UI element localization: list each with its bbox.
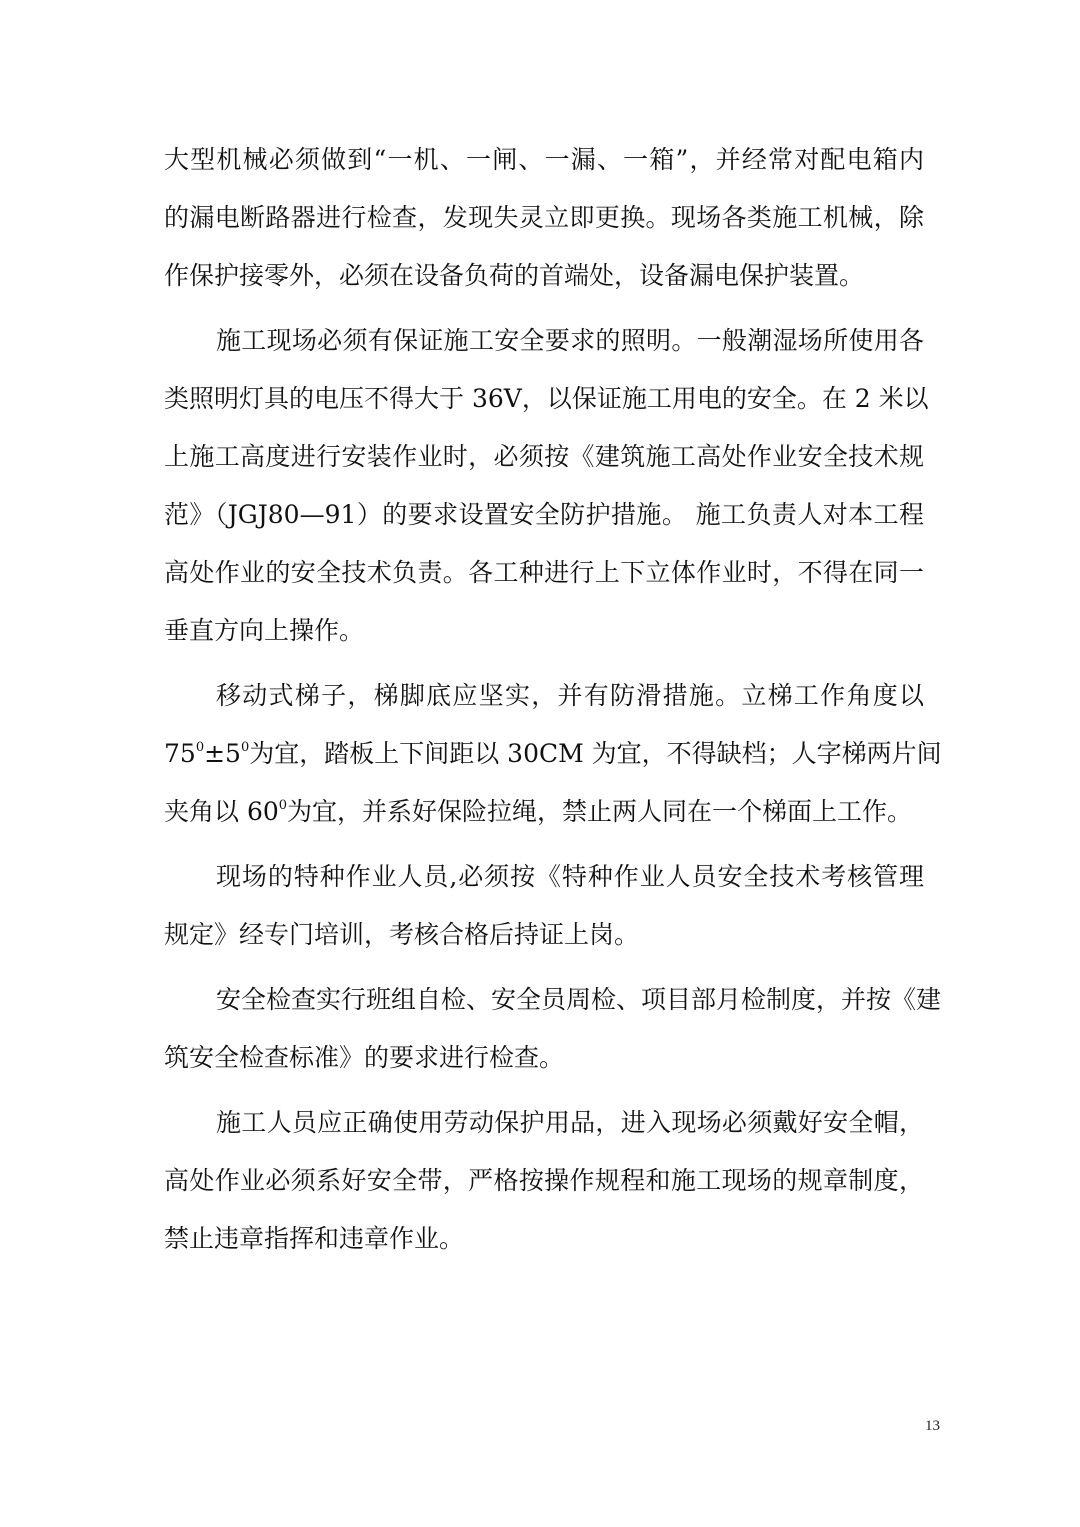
degree-superscript: 0 — [278, 797, 288, 813]
line-text: 夹角以 60 — [164, 797, 279, 826]
paragraph-2-line-6: 垂直方向上操作。 — [164, 616, 365, 645]
paragraph-3-line-2 — [164, 739, 942, 769]
paragraph-2-line-5: 高处作业的安全技术负责。各工种进行上下立体作业时，不得在同一 — [164, 558, 924, 587]
paragraph-6-line-1: 施工人员应正确使用劳动保护用品，进入现场必须戴好安全帽， — [216, 1108, 924, 1137]
paragraph-2-line-3: 上施工高度进行安装作业时，必须按《建筑施工高处作业安全技术规 — [164, 442, 924, 471]
degree-superscript: 0 — [240, 739, 250, 755]
degree-superscript: 0 — [195, 739, 205, 755]
paragraph-3-line-3 — [164, 797, 924, 827]
line-text: 为宜，并系好保险拉绳，禁止两人同在一个梯面上工作。 — [287, 797, 913, 826]
paragraph-2-line-1: 施工现场必须有保证施工安全要求的照明。一般潮湿场所使用各 — [216, 326, 924, 355]
paragraph-5-line-1: 安全检查实行班组自检、安全员周检、项目部月检制度，并按《建 — [216, 985, 942, 1014]
paragraph-1-line-3: 作保护接零外，必须在设备负荷的首端处，设备漏电保护装置。 — [164, 261, 865, 290]
paragraph-2-line-4: 范》（JGJ80—91）的要求设置安全防护措施。 施工负责人对本工程 — [164, 500, 924, 529]
page-number: 13 — [925, 1418, 940, 1434]
paragraph-1-line-1: 大型机械必须做到“一机、一闸、一漏、一箱”，并经常对配电箱内 — [164, 145, 924, 174]
angle-value: 75 — [164, 739, 196, 768]
paragraph-1-line-2: 的漏电断路器进行检查，发现失灵立即更换。现场各类施工机械，除 — [164, 203, 924, 232]
paragraph-5-line-2: 筑安全检查标准》的要求进行检查。 — [164, 1043, 565, 1072]
tolerance-value: ±5 — [204, 739, 241, 768]
paragraph-6-line-2: 高处作业必须系好安全带，严格按操作规程和施工现场的规章制度， — [164, 1166, 924, 1195]
line-text: 为宜，踏板上下间距以 30CM 为宜，不得缺档；人字梯两片间 — [249, 739, 942, 768]
paragraph-4-line-1: 现场的特种作业人员,必须按《特种作业人员安全技术考核管理 — [216, 862, 924, 891]
paragraph-4-line-2: 规定》经专门培训，考核合格后持证上岗。 — [164, 920, 640, 949]
paragraph-6-line-3: 禁止违章指挥和违章作业。 — [164, 1224, 465, 1253]
paragraph-2-line-2: 类照明灯具的电压不得大于 36V，以保证施工用电的安全。在 2 米以 — [164, 384, 929, 413]
paragraph-3-line-1: 移动式梯子，梯脚底应坚实，并有防滑措施。立梯工作角度以 — [216, 681, 924, 710]
